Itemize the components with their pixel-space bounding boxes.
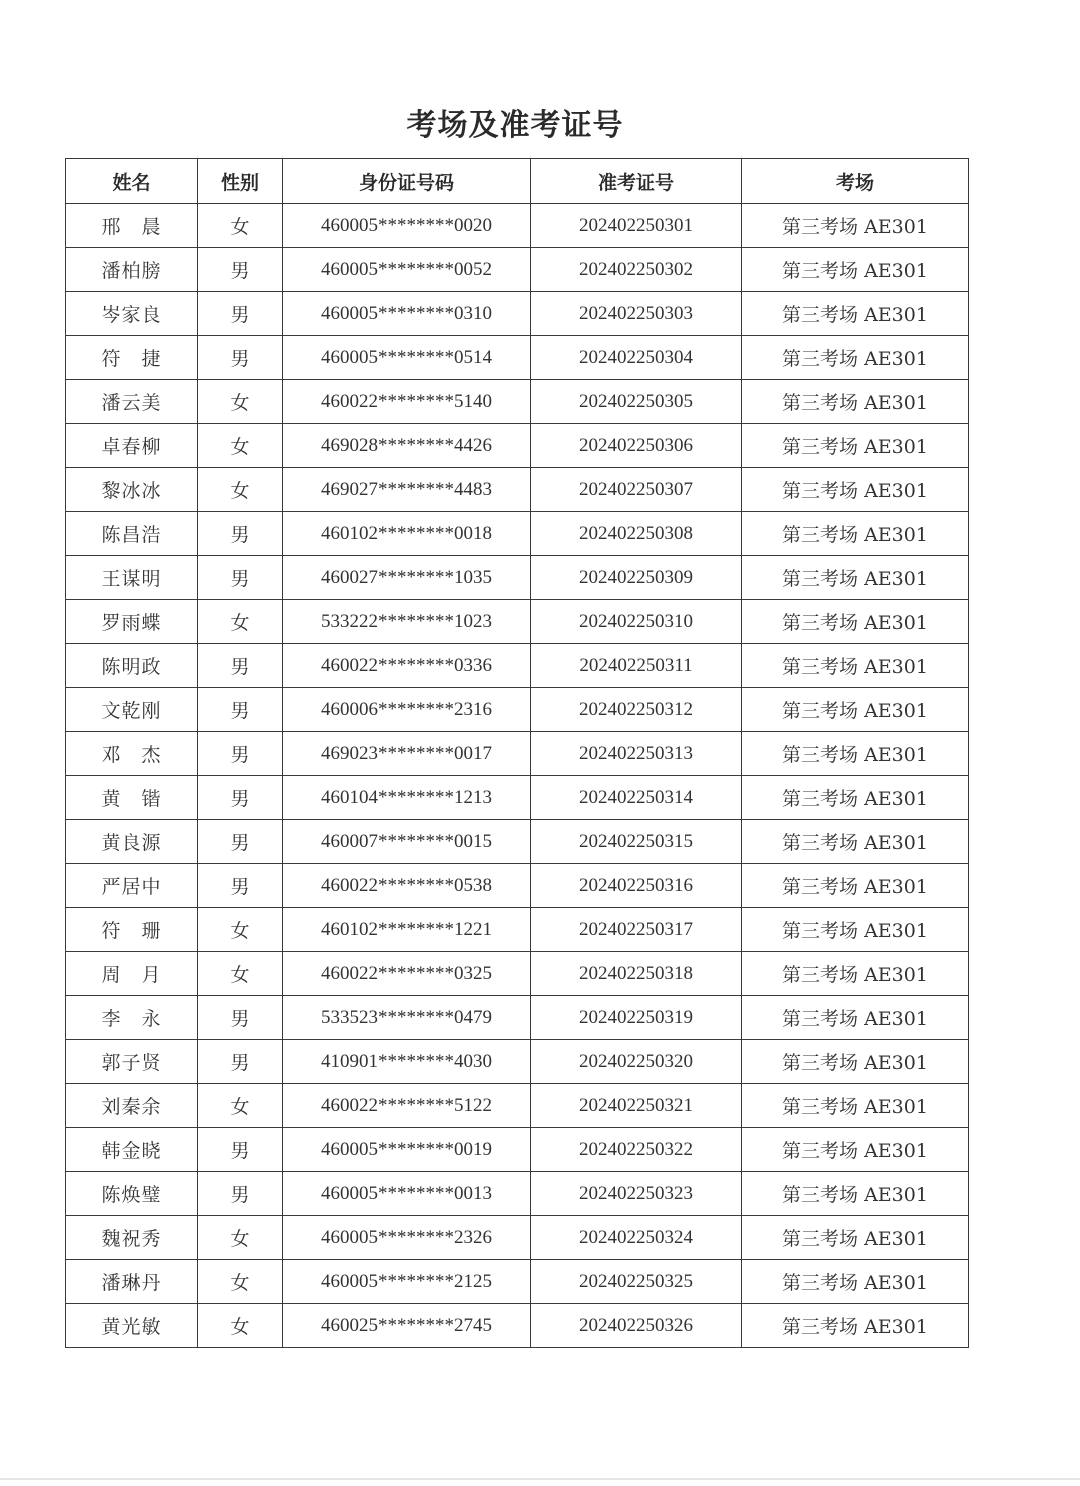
name-cell: 符 珊 [66,908,198,952]
name-cell: 李 永 [66,996,198,1040]
admission-number-cell: 202402250317 [531,908,742,952]
exam-room-cell: 第三考场 AE301 [742,380,969,424]
name-cell: 黄 锴 [66,776,198,820]
gender-cell: 女 [198,600,283,644]
name-cell: 韩金晓 [66,1128,198,1172]
id-number-cell: 469023********0017 [283,732,531,776]
gender-cell: 男 [198,644,283,688]
gender-cell: 男 [198,688,283,732]
table-row [66,1128,969,1172]
exam-room-cell: 第三考场 AE301 [742,952,969,996]
admission-number-cell: 202402250316 [531,864,742,908]
admission-number-cell: 202402250324 [531,1216,742,1260]
admission-number-cell: 202402250325 [531,1260,742,1304]
exam-room-cell: 第三考场 AE301 [742,600,969,644]
name-cell: 严居中 [66,864,198,908]
exam-room-cell: 第三考场 AE301 [742,292,969,336]
table-body [66,204,969,1348]
table-row [66,380,969,424]
admission-number-cell: 202402250308 [531,512,742,556]
gender-cell: 男 [198,820,283,864]
exam-room-cell: 第三考场 AE301 [742,1260,969,1304]
exam-room-cell: 第三考场 AE301 [742,468,969,512]
id-number-cell: 460007********0015 [283,820,531,864]
name-cell: 陈明政 [66,644,198,688]
name-cell: 潘琳丹 [66,1260,198,1304]
id-number-cell: 533523********0479 [283,996,531,1040]
id-number-cell: 469027********4483 [283,468,531,512]
name-cell: 陈焕璧 [66,1172,198,1216]
exam-room-cell: 第三考场 AE301 [742,1040,969,1084]
table-row [66,600,969,644]
admission-number-cell: 202402250319 [531,996,742,1040]
admission-number-cell: 202402250313 [531,732,742,776]
exam-room-cell: 第三考场 AE301 [742,732,969,776]
admission-number-cell: 202402250315 [531,820,742,864]
name-cell: 岑家良 [66,292,198,336]
table-row [66,820,969,864]
exam-room-cell: 第三考场 AE301 [742,204,969,248]
name-cell: 文乾刚 [66,688,198,732]
id-number-cell: 460022********0538 [283,864,531,908]
gender-cell: 女 [198,204,283,248]
name-cell: 魏祝秀 [66,1216,198,1260]
admission-number-cell: 202402250307 [531,468,742,512]
admission-number-cell: 202402250322 [531,1128,742,1172]
name-cell: 符 捷 [66,336,198,380]
table-row [66,908,969,952]
admission-number-cell: 202402250303 [531,292,742,336]
exam-room-cell: 第三考场 AE301 [742,248,969,292]
name-cell: 黎冰冰 [66,468,198,512]
gender-cell: 男 [198,512,283,556]
gender-cell: 女 [198,908,283,952]
table-row [66,776,969,820]
id-number-cell: 460006********2316 [283,688,531,732]
exam-room-cell: 第三考场 AE301 [742,556,969,600]
exam-room-cell: 第三考场 AE301 [742,512,969,556]
admission-number-cell: 202402250318 [531,952,742,996]
header-gender: 性别 [198,159,283,204]
id-number-cell: 460005********0052 [283,248,531,292]
exam-room-cell: 第三考场 AE301 [742,820,969,864]
table-row [66,292,969,336]
name-cell: 黄光敏 [66,1304,198,1348]
admission-number-cell: 202402250312 [531,688,742,732]
admission-number-cell: 202402250309 [531,556,742,600]
id-number-cell: 460027********1035 [283,556,531,600]
gender-cell: 女 [198,424,283,468]
header-row [66,159,969,204]
admission-number-cell: 202402250306 [531,424,742,468]
name-cell: 罗雨蝶 [66,600,198,644]
header-name: 姓名 [66,159,198,204]
table-row [66,952,969,996]
gender-cell: 男 [198,776,283,820]
exam-room-cell: 第三考场 AE301 [742,1128,969,1172]
id-number-cell: 533222********1023 [283,600,531,644]
exam-room-cell: 第三考场 AE301 [742,1172,969,1216]
id-number-cell: 460104********1213 [283,776,531,820]
id-number-cell: 410901********4030 [283,1040,531,1084]
gender-cell: 男 [198,248,283,292]
id-number-cell: 460102********0018 [283,512,531,556]
gender-cell: 男 [198,336,283,380]
name-cell: 邓 杰 [66,732,198,776]
gender-cell: 女 [198,1304,283,1348]
id-number-cell: 460022********5122 [283,1084,531,1128]
scan-edge-line [0,1478,1080,1480]
header-id-number: 身份证号码 [283,159,531,204]
exam-room-cell: 第三考场 AE301 [742,424,969,468]
header-admission-number: 准考证号 [531,159,742,204]
id-number-cell: 460022********0325 [283,952,531,996]
exam-room-cell: 第三考场 AE301 [742,1304,969,1348]
id-number-cell: 460022********0336 [283,644,531,688]
admission-number-cell: 202402250320 [531,1040,742,1084]
admission-number-cell: 202402250305 [531,380,742,424]
id-number-cell: 460005********0013 [283,1172,531,1216]
exam-room-cell: 第三考场 AE301 [742,336,969,380]
admission-number-cell: 202402250326 [531,1304,742,1348]
exam-room-cell: 第三考场 AE301 [742,864,969,908]
table-row [66,1040,969,1084]
admission-number-cell: 202402250302 [531,248,742,292]
gender-cell: 男 [198,556,283,600]
exam-room-cell: 第三考场 AE301 [742,908,969,952]
table-row [66,556,969,600]
name-cell: 潘云美 [66,380,198,424]
gender-cell: 男 [198,292,283,336]
id-number-cell: 460005********2125 [283,1260,531,1304]
gender-cell: 女 [198,1084,283,1128]
page-title: 考场及准考证号 [406,108,624,143]
table-row [66,204,969,248]
table-row [66,732,969,776]
name-cell: 黄良源 [66,820,198,864]
admission-number-cell: 202402250321 [531,1084,742,1128]
exam-roster-table [65,158,969,1348]
exam-room-cell: 第三考场 AE301 [742,1216,969,1260]
admission-number-cell: 202402250314 [531,776,742,820]
table-row [66,468,969,512]
exam-room-cell: 第三考场 AE301 [742,996,969,1040]
table-row [66,688,969,732]
gender-cell: 男 [198,732,283,776]
name-cell: 郭子贤 [66,1040,198,1084]
name-cell: 潘柏膀 [66,248,198,292]
exam-room-cell: 第三考场 AE301 [742,644,969,688]
gender-cell: 男 [198,864,283,908]
id-number-cell: 460102********1221 [283,908,531,952]
admission-number-cell: 202402250301 [531,204,742,248]
gender-cell: 男 [198,1128,283,1172]
header-exam-room: 考场 [742,159,969,204]
table-row [66,1260,969,1304]
name-cell: 王谋明 [66,556,198,600]
admission-number-cell: 202402250311 [531,644,742,688]
name-cell: 卓春柳 [66,424,198,468]
table-row [66,1304,969,1348]
admission-number-cell: 202402250323 [531,1172,742,1216]
table-row [66,336,969,380]
table-row [66,644,969,688]
table-row [66,248,969,292]
id-number-cell: 460022********5140 [283,380,531,424]
table-header [66,159,969,204]
admission-number-cell: 202402250310 [531,600,742,644]
gender-cell: 男 [198,1172,283,1216]
table-row [66,1084,969,1128]
table-row [66,996,969,1040]
gender-cell: 女 [198,468,283,512]
name-cell: 邢 晨 [66,204,198,248]
table-row [66,424,969,468]
gender-cell: 女 [198,952,283,996]
gender-cell: 女 [198,1216,283,1260]
gender-cell: 女 [198,1260,283,1304]
exam-room-cell: 第三考场 AE301 [742,776,969,820]
id-number-cell: 460005********0514 [283,336,531,380]
id-number-cell: 460005********0310 [283,292,531,336]
gender-cell: 男 [198,1040,283,1084]
name-cell: 陈昌浩 [66,512,198,556]
table-row [66,1216,969,1260]
id-number-cell: 460025********2745 [283,1304,531,1348]
name-cell: 刘秦余 [66,1084,198,1128]
table-row [66,864,969,908]
name-cell: 周 月 [66,952,198,996]
exam-room-cell: 第三考场 AE301 [742,688,969,732]
exam-room-cell: 第三考场 AE301 [742,1084,969,1128]
id-number-cell: 460005********0019 [283,1128,531,1172]
gender-cell: 女 [198,380,283,424]
gender-cell: 男 [198,996,283,1040]
id-number-cell: 460005********0020 [283,204,531,248]
table-row [66,1172,969,1216]
admission-number-cell: 202402250304 [531,336,742,380]
table-row [66,512,969,556]
id-number-cell: 469028********4426 [283,424,531,468]
id-number-cell: 460005********2326 [283,1216,531,1260]
